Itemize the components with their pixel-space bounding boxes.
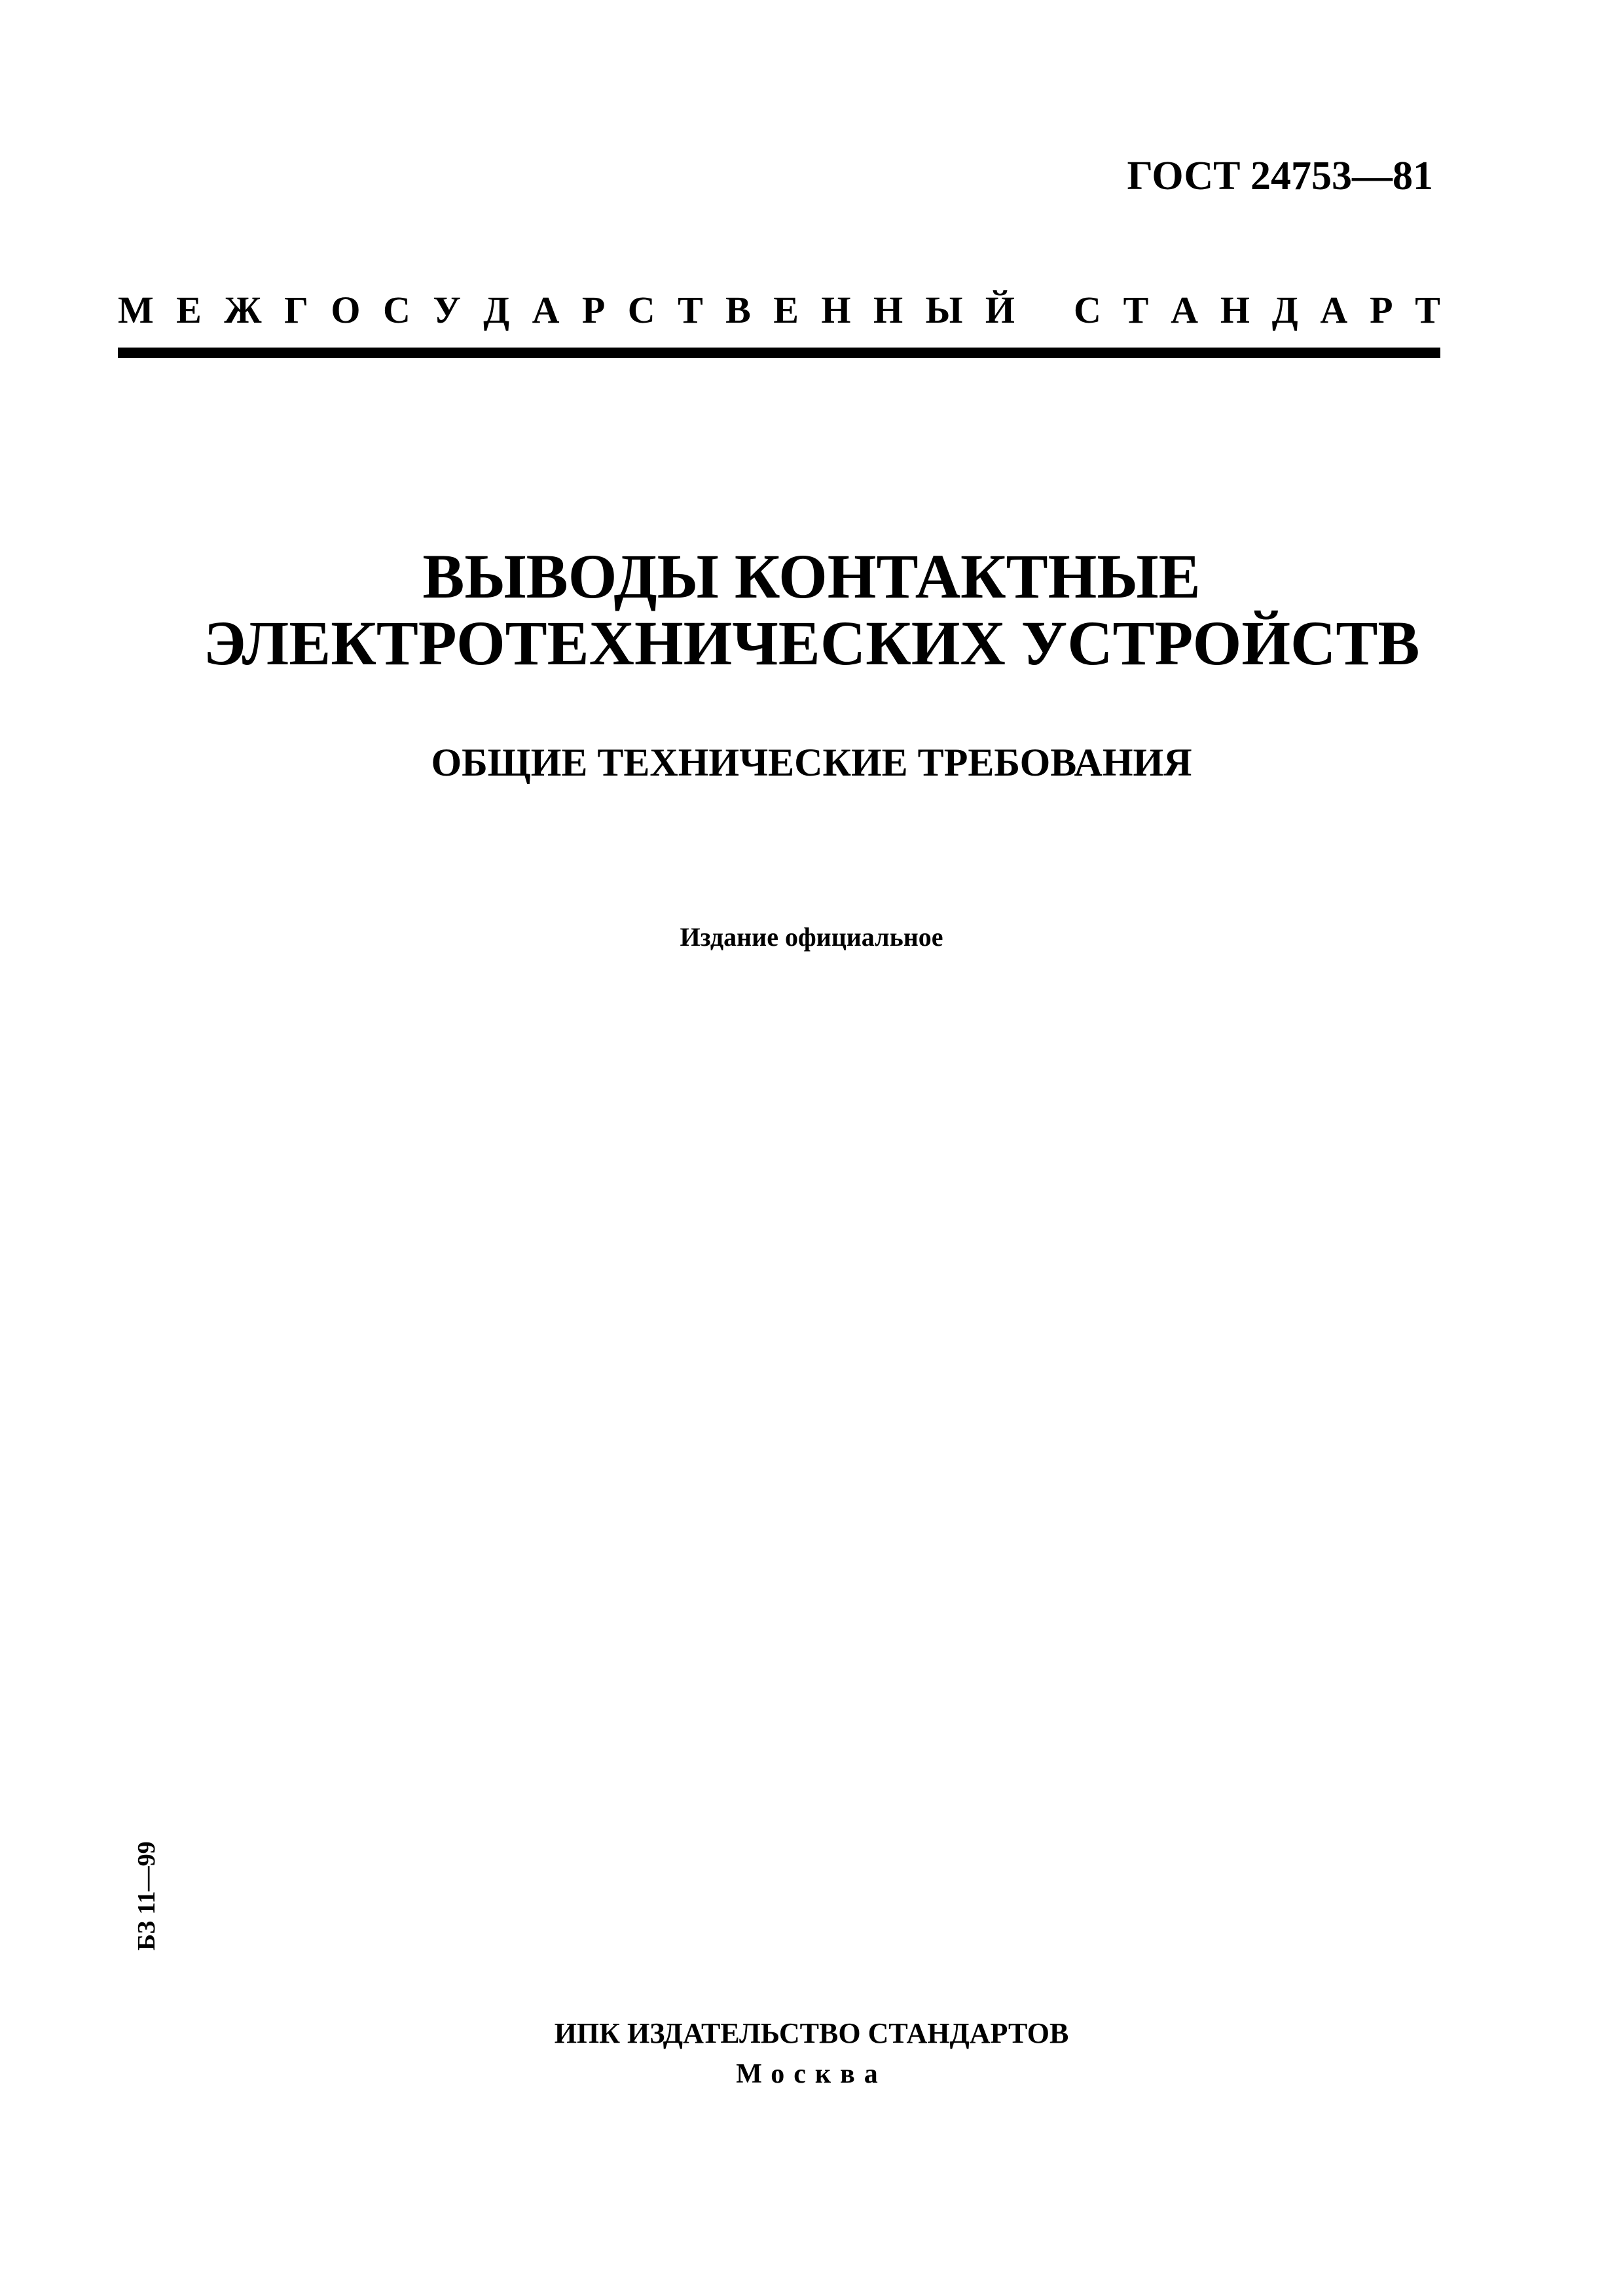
title-line-1: ВЫВОДЫ КОНТАКТНЫЕ xyxy=(422,541,1201,611)
document-subtitle: ОБЩИЕ ТЕХНИЧЕСКИЕ ТРЕБОВАНИЯ xyxy=(431,741,1192,784)
header-letter: У xyxy=(433,289,461,331)
document-number: ГОСТ 24753—81 xyxy=(1127,154,1433,198)
header-letter: Н xyxy=(1220,289,1250,331)
edition-label: Издание официальное xyxy=(680,922,943,952)
header-letter: А xyxy=(532,289,560,331)
header-band xyxy=(118,291,1440,358)
header-title xyxy=(118,291,1440,329)
header-letter: Н xyxy=(873,289,903,331)
header-letter: Т xyxy=(1123,289,1149,331)
side-code: БЗ 11—99 xyxy=(133,1841,160,1950)
header-letter: Ж xyxy=(224,289,262,331)
header-rule xyxy=(118,348,1440,358)
header-word-standard xyxy=(1074,291,1440,329)
publisher-name: ИПК ИЗДАТЕЛЬСТВО СТАНДАРТОВ xyxy=(554,2017,1069,2049)
header-letter: Е xyxy=(773,289,799,331)
header-letter: Р xyxy=(581,289,606,331)
header-letter: Е xyxy=(176,289,202,331)
title-line-2: ЭЛЕКТРОТЕХНИЧЕСКИХ УСТРОЙСТВ xyxy=(203,607,1420,678)
header-letter: Д xyxy=(1271,289,1298,331)
header-letter: Р xyxy=(1370,289,1393,331)
header-word-interstate xyxy=(118,291,1015,329)
header-letter: О xyxy=(331,289,361,331)
header-letter: Й xyxy=(985,289,1015,331)
header-letter: А xyxy=(1171,289,1199,331)
document-title xyxy=(0,543,1623,677)
header-letter: М xyxy=(118,289,154,331)
header-letter: Д xyxy=(483,289,510,331)
header-letter: С xyxy=(382,289,410,331)
header-letter: А xyxy=(1320,289,1348,331)
header-letter: Ы xyxy=(925,289,963,331)
header-letter: Т xyxy=(1415,289,1440,331)
header-letter: С xyxy=(627,289,655,331)
publisher-city: Москва xyxy=(736,2059,887,2089)
header-letter: Т xyxy=(678,289,703,331)
header-letter: Н xyxy=(821,289,851,331)
header-letter: В xyxy=(725,289,751,331)
header-letter: С xyxy=(1074,289,1101,331)
header-letter: Г xyxy=(284,289,308,331)
